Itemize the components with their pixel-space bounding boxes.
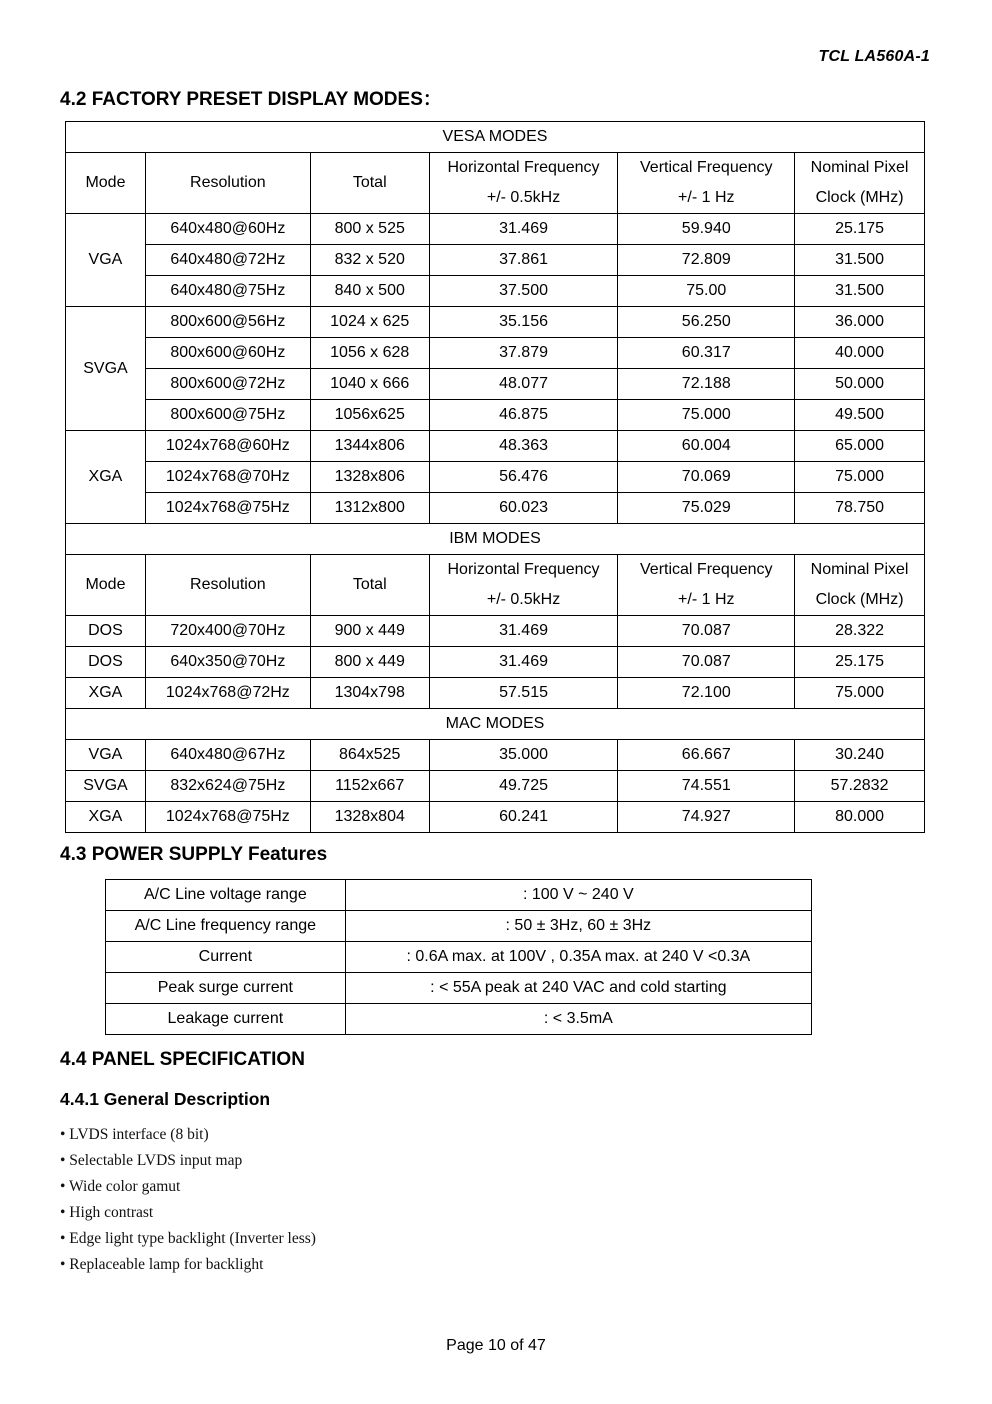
resolution-cell: 800x600@72Hz — [145, 369, 310, 400]
hfreq-cell: 37.861 — [429, 245, 618, 276]
table-row — [106, 911, 812, 942]
total-cell: 800 x 449 — [310, 647, 429, 678]
col-header-resolution: Resolution — [145, 555, 310, 616]
total-cell: 864x525 — [310, 740, 429, 771]
resolution-cell: 800x600@60Hz — [145, 338, 310, 369]
col-header-vertical-frequency-line: +/- 1 Hz — [678, 189, 735, 206]
hfreq-cell: 60.023 — [429, 493, 618, 524]
hfreq-cell: 37.879 — [429, 338, 618, 369]
general-description-list — [60, 1122, 316, 1278]
clock-cell: 49.500 — [795, 400, 925, 431]
col-header-vertical-frequency-line: Vertical Frequency — [640, 159, 773, 176]
table-row — [66, 493, 925, 524]
power-spec-value: : 50 ± 3Hz, 60 ± 3Hz — [345, 911, 811, 942]
clock-cell: 78.750 — [795, 493, 925, 524]
page-number: Page 10 of 47 — [446, 1337, 546, 1354]
vfreq-cell: 66.667 — [618, 740, 795, 771]
table-row — [66, 245, 925, 276]
total-cell: 840 x 500 — [310, 276, 429, 307]
table-row — [66, 400, 925, 431]
mode-cell: XGA — [66, 678, 146, 709]
vfreq-cell: 59.940 — [618, 214, 795, 245]
clock-cell: 75.000 — [795, 678, 925, 709]
clock-cell: 25.175 — [795, 647, 925, 678]
hfreq-cell: 48.363 — [429, 431, 618, 462]
section-4-4-title: 4.4 PANEL SPECIFICATION — [60, 1049, 305, 1070]
col-header-vertical-frequency-line: Vertical Frequency — [640, 561, 773, 578]
resolution-cell: 640x480@60Hz — [145, 214, 310, 245]
table-row — [66, 647, 925, 678]
resolution-cell: 800x600@75Hz — [145, 400, 310, 431]
col-header-pixel-clock-line: Clock (MHz) — [815, 189, 904, 206]
col-header-pixel-clock-line: Clock (MHz) — [815, 591, 904, 608]
display-modes-table — [65, 121, 925, 833]
mac-modes-title: MAC MODES — [66, 709, 925, 740]
total-cell: 1344x806 — [310, 431, 429, 462]
resolution-cell: 1024x768@60Hz — [145, 431, 310, 462]
mode-cell: DOS — [66, 616, 146, 647]
vfreq-cell: 70.069 — [618, 462, 795, 493]
vfreq-cell: 75.000 — [618, 400, 795, 431]
table-row — [66, 307, 925, 338]
table-row — [66, 802, 925, 833]
list-item: • High contrast — [60, 1204, 154, 1221]
hfreq-cell: 37.500 — [429, 276, 618, 307]
section-4-3-title: 4.3 POWER SUPPLY Features — [60, 844, 328, 865]
col-header-horizontal-frequency — [429, 555, 618, 616]
resolution-cell: 1024x768@75Hz — [145, 802, 310, 833]
vesa-modes-title-row — [66, 122, 925, 153]
table-row — [66, 276, 925, 307]
col-header-total: Total — [310, 555, 429, 616]
table-row — [106, 1004, 812, 1035]
hfreq-cell: 46.875 — [429, 400, 618, 431]
col-header-resolution: Resolution — [145, 153, 310, 214]
col-header-pixel-clock — [795, 555, 925, 616]
list-item: • Replaceable lamp for backlight — [60, 1256, 264, 1273]
vfreq-cell: 70.087 — [618, 616, 795, 647]
col-header-mode: Mode — [66, 153, 146, 214]
clock-cell: 31.500 — [795, 245, 925, 276]
vfreq-cell: 70.087 — [618, 647, 795, 678]
clock-cell: 75.000 — [795, 462, 925, 493]
resolution-cell: 800x600@56Hz — [145, 307, 310, 338]
vesa-modes-title: VESA MODES — [66, 122, 925, 153]
col-header-vertical-frequency-line: +/- 1 Hz — [678, 591, 735, 608]
resolution-cell: 1024x768@72Hz — [145, 678, 310, 709]
table-row — [66, 740, 925, 771]
clock-cell: 30.240 — [795, 740, 925, 771]
col-header-pixel-clock-line: Nominal Pixel — [810, 159, 909, 176]
table-row — [66, 431, 925, 462]
clock-cell: 28.322 — [795, 616, 925, 647]
list-item: • Wide color gamut — [60, 1178, 181, 1195]
total-cell: 832 x 520 — [310, 245, 429, 276]
resolution-cell: 720x400@70Hz — [145, 616, 310, 647]
column-header-row — [66, 555, 925, 616]
col-header-pixel-clock-line: Nominal Pixel — [810, 561, 909, 578]
table-row — [66, 616, 925, 647]
clock-cell: 57.2832 — [795, 771, 925, 802]
col-header-horizontal-frequency-line: Horizontal Frequency — [447, 561, 600, 578]
ibm-modes-title: IBM MODES — [66, 524, 925, 555]
resolution-cell: 832x624@75Hz — [145, 771, 310, 802]
clock-cell: 50.000 — [795, 369, 925, 400]
hfreq-cell: 31.469 — [429, 616, 618, 647]
hfreq-cell: 31.469 — [429, 214, 618, 245]
vfreq-cell: 75.00 — [618, 276, 795, 307]
hfreq-cell: 35.156 — [429, 307, 618, 338]
resolution-cell: 1024x768@75Hz — [145, 493, 310, 524]
list-item: • Selectable LVDS input map — [60, 1152, 243, 1169]
section-4-2-title: 4.2 FACTORY PRESET DISPLAY MODES： — [60, 89, 442, 110]
vfreq-cell: 74.551 — [618, 771, 795, 802]
mode-cell: VGA — [66, 214, 146, 307]
document-id: TCL LA560A-1 — [818, 48, 930, 65]
col-header-mode: Mode — [66, 555, 146, 616]
total-cell: 1056 x 628 — [310, 338, 429, 369]
clock-cell: 80.000 — [795, 802, 925, 833]
column-header-row — [66, 153, 925, 214]
power-spec-label: Leakage current — [106, 1004, 346, 1035]
section-4-4-1-title: 4.4.1 General Description — [60, 1089, 271, 1109]
mode-cell: SVGA — [66, 771, 146, 802]
ibm-modes-title-row — [66, 524, 925, 555]
mode-cell: DOS — [66, 647, 146, 678]
total-cell: 800 x 525 — [310, 214, 429, 245]
total-cell: 1040 x 666 — [310, 369, 429, 400]
total-cell: 1312x800 — [310, 493, 429, 524]
col-header-pixel-clock — [795, 153, 925, 214]
col-header-vertical-frequency — [618, 153, 795, 214]
hfreq-cell: 48.077 — [429, 369, 618, 400]
resolution-cell: 640x480@75Hz — [145, 276, 310, 307]
total-cell: 1056x625 — [310, 400, 429, 431]
resolution-cell: 640x480@67Hz — [145, 740, 310, 771]
resolution-cell: 640x350@70Hz — [145, 647, 310, 678]
hfreq-cell: 31.469 — [429, 647, 618, 678]
hfreq-cell: 49.725 — [429, 771, 618, 802]
col-header-vertical-frequency — [618, 555, 795, 616]
table-row — [66, 338, 925, 369]
list-item: • Edge light type backlight (Inverter less) — [60, 1230, 316, 1247]
table-row — [66, 771, 925, 802]
total-cell: 1152x667 — [310, 771, 429, 802]
hfreq-cell: 35.000 — [429, 740, 618, 771]
vfreq-cell: 72.188 — [618, 369, 795, 400]
total-cell: 1328x806 — [310, 462, 429, 493]
resolution-cell: 1024x768@70Hz — [145, 462, 310, 493]
total-cell: 1328x804 — [310, 802, 429, 833]
table-row — [106, 942, 812, 973]
clock-cell: 25.175 — [795, 214, 925, 245]
clock-cell: 36.000 — [795, 307, 925, 338]
vfreq-cell: 60.317 — [618, 338, 795, 369]
col-header-horizontal-frequency-line: +/- 0.5kHz — [486, 189, 561, 206]
col-header-total: Total — [310, 153, 429, 214]
display-modes-body — [66, 122, 925, 833]
clock-cell: 31.500 — [795, 276, 925, 307]
table-row — [106, 880, 812, 911]
mode-cell: XGA — [66, 802, 146, 833]
hfreq-cell: 56.476 — [429, 462, 618, 493]
power-supply-body — [106, 880, 812, 1035]
mode-cell: SVGA — [66, 307, 146, 431]
col-header-horizontal-frequency — [429, 153, 618, 214]
mac-modes-title-row — [66, 709, 925, 740]
power-supply-table — [105, 879, 812, 1035]
power-spec-value: : 0.6A max. at 100V , 0.35A max. at 240 V <0.3A — [345, 942, 811, 973]
vfreq-cell: 74.927 — [618, 802, 795, 833]
col-header-horizontal-frequency-line: Horizontal Frequency — [447, 159, 600, 176]
table-row — [66, 462, 925, 493]
table-row — [66, 678, 925, 709]
hfreq-cell: 60.241 — [429, 802, 618, 833]
power-spec-label: Current — [106, 942, 346, 973]
table-row — [66, 369, 925, 400]
vfreq-cell: 72.809 — [618, 245, 795, 276]
total-cell: 1024 x 625 — [310, 307, 429, 338]
power-spec-value: : < 55A peak at 240 VAC and cold starting — [345, 973, 811, 1004]
vfreq-cell: 72.100 — [618, 678, 795, 709]
power-spec-value: : 100 V ~ 240 V — [345, 880, 811, 911]
vfreq-cell: 60.004 — [618, 431, 795, 462]
power-spec-label: Peak surge current — [106, 973, 346, 1004]
mode-cell: XGA — [66, 431, 146, 524]
power-spec-value: : < 3.5mA — [345, 1004, 811, 1035]
list-item: • LVDS interface (8 bit) — [60, 1126, 209, 1143]
clock-cell: 40.000 — [795, 338, 925, 369]
table-row — [66, 214, 925, 245]
clock-cell: 65.000 — [795, 431, 925, 462]
total-cell: 1304x798 — [310, 678, 429, 709]
mode-cell: VGA — [66, 740, 146, 771]
resolution-cell: 640x480@72Hz — [145, 245, 310, 276]
total-cell: 900 x 449 — [310, 616, 429, 647]
vfreq-cell: 56.250 — [618, 307, 795, 338]
col-header-horizontal-frequency-line: +/- 0.5kHz — [486, 591, 561, 608]
power-spec-label: A/C Line frequency range — [106, 911, 346, 942]
hfreq-cell: 57.515 — [429, 678, 618, 709]
vfreq-cell: 75.029 — [618, 493, 795, 524]
power-spec-label: A/C Line voltage range — [106, 880, 346, 911]
table-row — [106, 973, 812, 1004]
